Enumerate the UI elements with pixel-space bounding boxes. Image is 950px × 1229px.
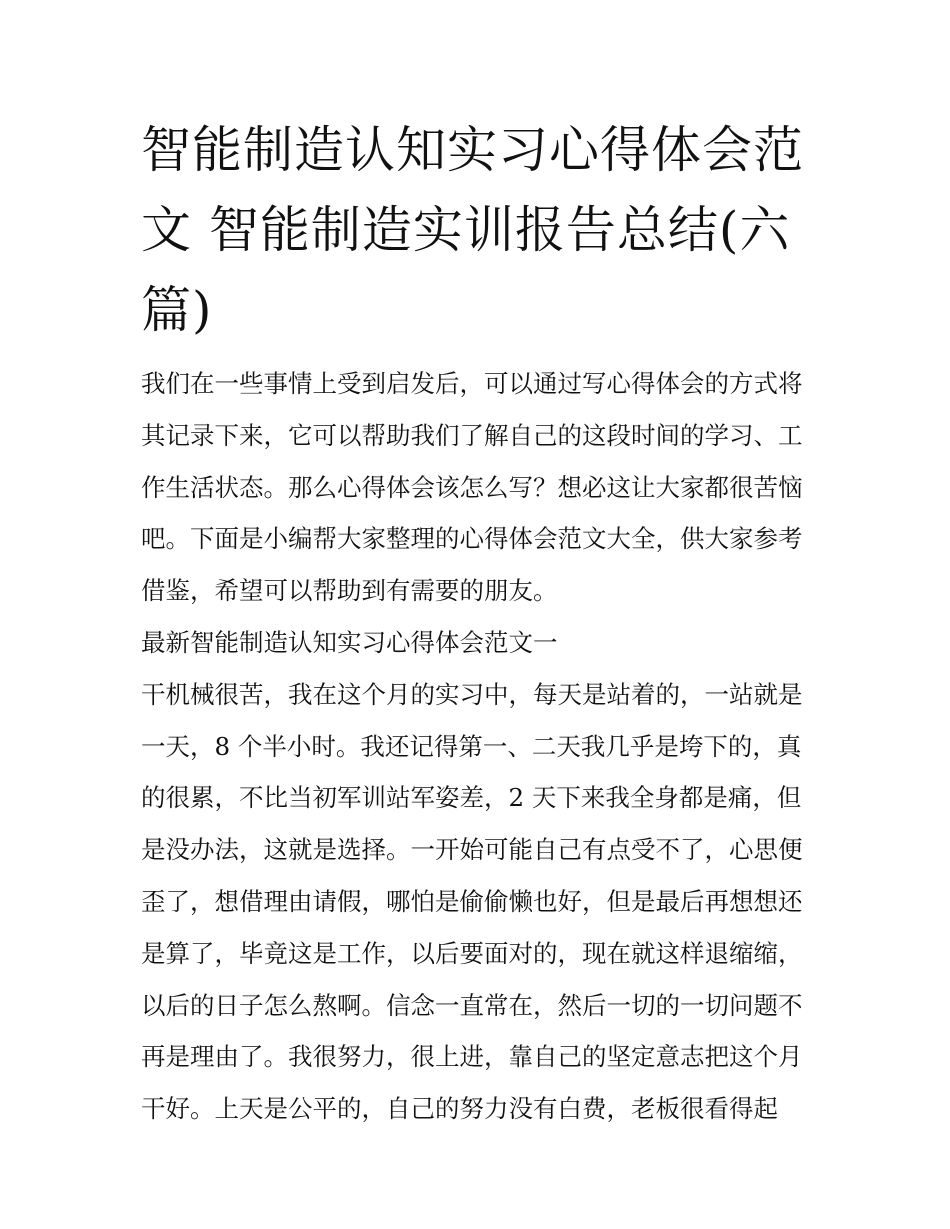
text-line: 一天，8 个半小时。我还记得第一、二天我几乎是垮下的，真: [141, 731, 802, 761]
text-line: 的很累，不比当初军训站军姿差，2 天下来我全身都是痛，但: [141, 783, 802, 813]
text-line: 以后的日子怎么熬啊。信念一直常在，然后一切的一切问题不: [141, 990, 803, 1020]
text-line: 吧。下面是小编帮大家整理的心得体会范文大全，供大家参考: [141, 524, 803, 554]
text-line: 干机械很苦，我在这个月的实习中，每天是站着的，一站就是: [141, 679, 803, 709]
text-line: 我们在一些事情上受到启发后，可以通过写心得体会的方式将: [141, 369, 803, 398]
text-line: 干好。上天是公平的，自己的努力没有白费，老板很看得起: [141, 1094, 778, 1124]
text-line: 再是理由了。我很努力，很上进，靠自己的坚定意志把这个月: [141, 1042, 803, 1072]
text-line: 其记录下来，它可以帮助我们了解自己的这段时间的学习、工: [141, 420, 803, 450]
text-line: 是没办法，这就是选择。一开始可能自己有点受不了，心思便: [141, 835, 803, 865]
text-line: 是算了，毕竟这是工作，以后要面对的，现在就这样退缩缩，: [141, 938, 803, 968]
text-line: 作生活状态。那么心得体会该怎么写？想必这让大家都很苦恼: [141, 472, 803, 502]
intro-paragraph: [141, 358, 813, 1135]
title-line: 智能制造认知实习心得体会范: [141, 121, 804, 179]
text-line: 借鉴，希望可以帮助到有需要的朋友。: [141, 576, 558, 606]
document-title: [141, 110, 813, 350]
title-line: 篇): [141, 281, 213, 339]
document-content: [141, 110, 813, 1135]
text-line: 歪了，想借理由请假，哪怕是偷偷懒也好，但是最后再想想还: [141, 886, 803, 916]
title-line: 文 智能制造实训报告总结(六: [141, 201, 791, 259]
section-heading: 最新智能制造认知实习心得体会范文一: [141, 627, 558, 657]
